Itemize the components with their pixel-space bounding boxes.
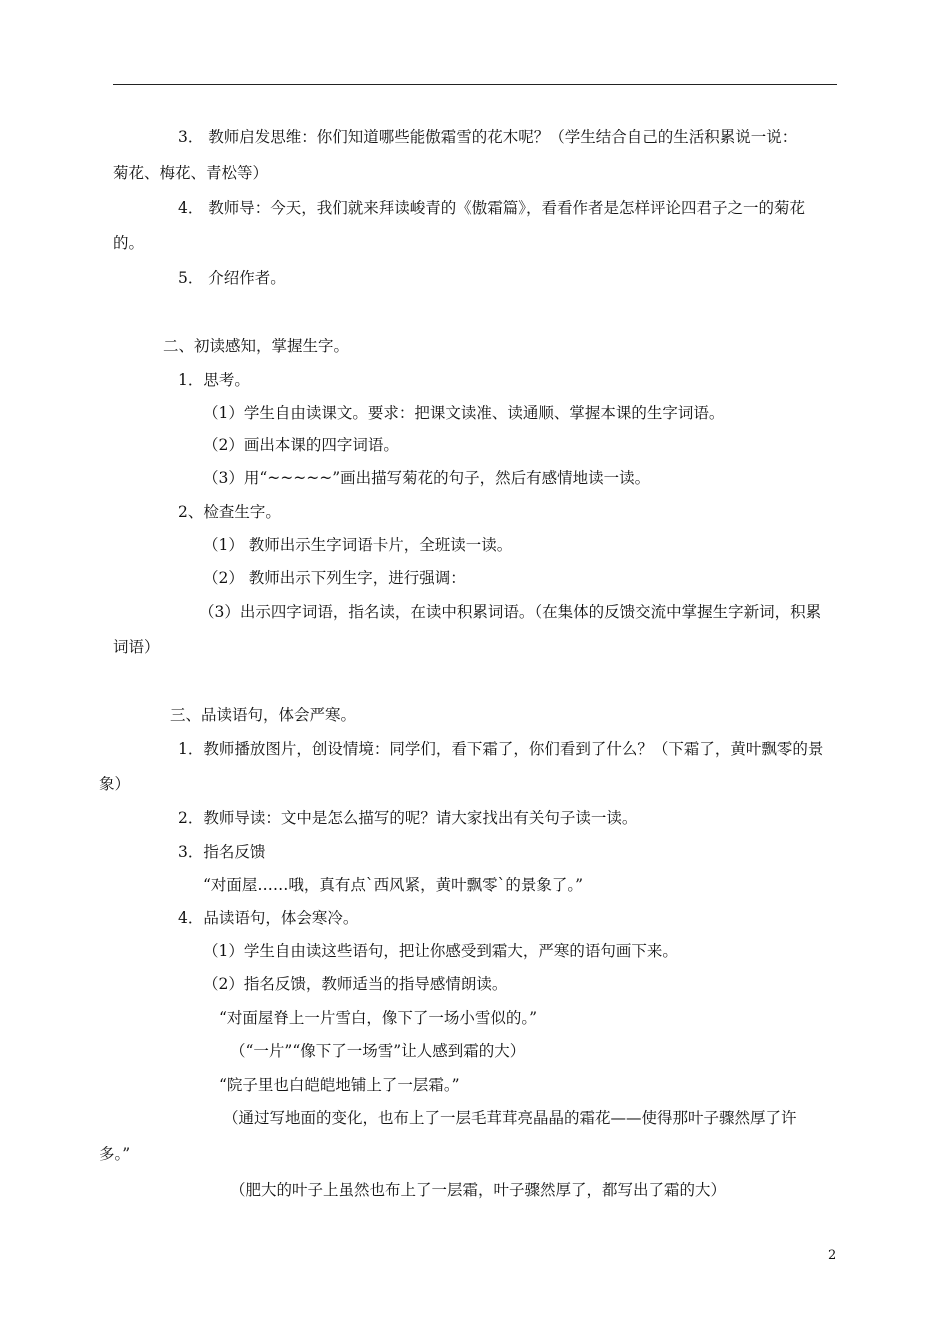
text-line: （3）用“~~~~~”画出描写菊花的句子，然后有感情地读一读。 — [203, 469, 651, 487]
text-line: 4．品读语句，体会寒冷。 — [178, 909, 359, 927]
text-line: （通过写地面的变化，也布上了一层毛茸茸亮晶晶的霜花——使得那叶子骤然厚了许 — [223, 1109, 797, 1127]
text-line: 词语） — [113, 638, 160, 656]
text-line: “对面屋……哦，真有点`西风紧，黄叶飘零`的景象了。” — [203, 876, 584, 894]
text-line: （1） 教师出示生字词语卡片，全班读一读。 — [203, 536, 513, 554]
text-line: 1．思考。 — [178, 371, 250, 389]
text-line: （1）学生自由读这些语句，把让你感受到霜大，严寒的语句画下来。 — [203, 942, 678, 960]
text-line: （3）出示四字词语，指名读，在读中积累词语。（在集体的反馈交流中掌握生字新词，积累 — [199, 603, 822, 621]
text-line: 2、检查生字。 — [178, 503, 281, 521]
header-rule — [113, 84, 837, 85]
text-line: 3． 教师启发思维：你们知道哪些能傲霜雪的花木呢？（学生结合自己的生活积累说一说： — [178, 128, 798, 146]
text-line: “对面屋脊上一片雪白，像下了一场小雪似的。” — [219, 1009, 538, 1027]
text-line: 3．指名反馈 — [178, 843, 266, 861]
section-heading: 三、品读语句，体会严寒。 — [170, 706, 357, 724]
text-line: 菊花、梅花、青松等） — [113, 164, 269, 182]
text-line: （肥大的叶子上虽然也布上了一层霜，叶子骤然厚了，都写出了霜的大） — [230, 1181, 727, 1199]
text-line: （2） 教师出示下列生字，进行强调： — [203, 569, 466, 587]
text-line: （1）学生自由读课文。要求：把课文读准、读通顺、掌握本课的生字词语。 — [203, 404, 725, 422]
text-line: 2．教师导读：文中是怎么描写的呢？请大家找出有关句子读一读。 — [178, 809, 638, 827]
text-line: （“一片”“像下了一场雪”让人感到霜的大） — [230, 1042, 526, 1060]
text-line: 象） — [99, 775, 131, 793]
text-line: “院子里也白皑皑地铺上了一层霜。” — [219, 1076, 460, 1094]
text-line: 1．教师播放图片，创设情境：同学们，看下霜了，你们看到了什么？（下霜了，黄叶飘零的景 — [178, 740, 824, 758]
text-line: 多。” — [99, 1145, 131, 1163]
text-line: 5． 介绍作者。 — [178, 269, 286, 287]
text-line: （2）指名反馈，教师适当的指导感情朗读。 — [203, 975, 508, 993]
text-line: （2）画出本课的四字词语。 — [203, 436, 399, 454]
text-line: 的。 — [113, 234, 145, 252]
text-line: 4． 教师导：今天，我们就来拜读峻青的《傲霜篇》，看看作者是怎样评论四君子之一的菊花 — [178, 199, 806, 217]
page-number: 2 — [828, 1248, 837, 1263]
section-heading: 二、初读感知，掌握生字。 — [163, 337, 350, 355]
